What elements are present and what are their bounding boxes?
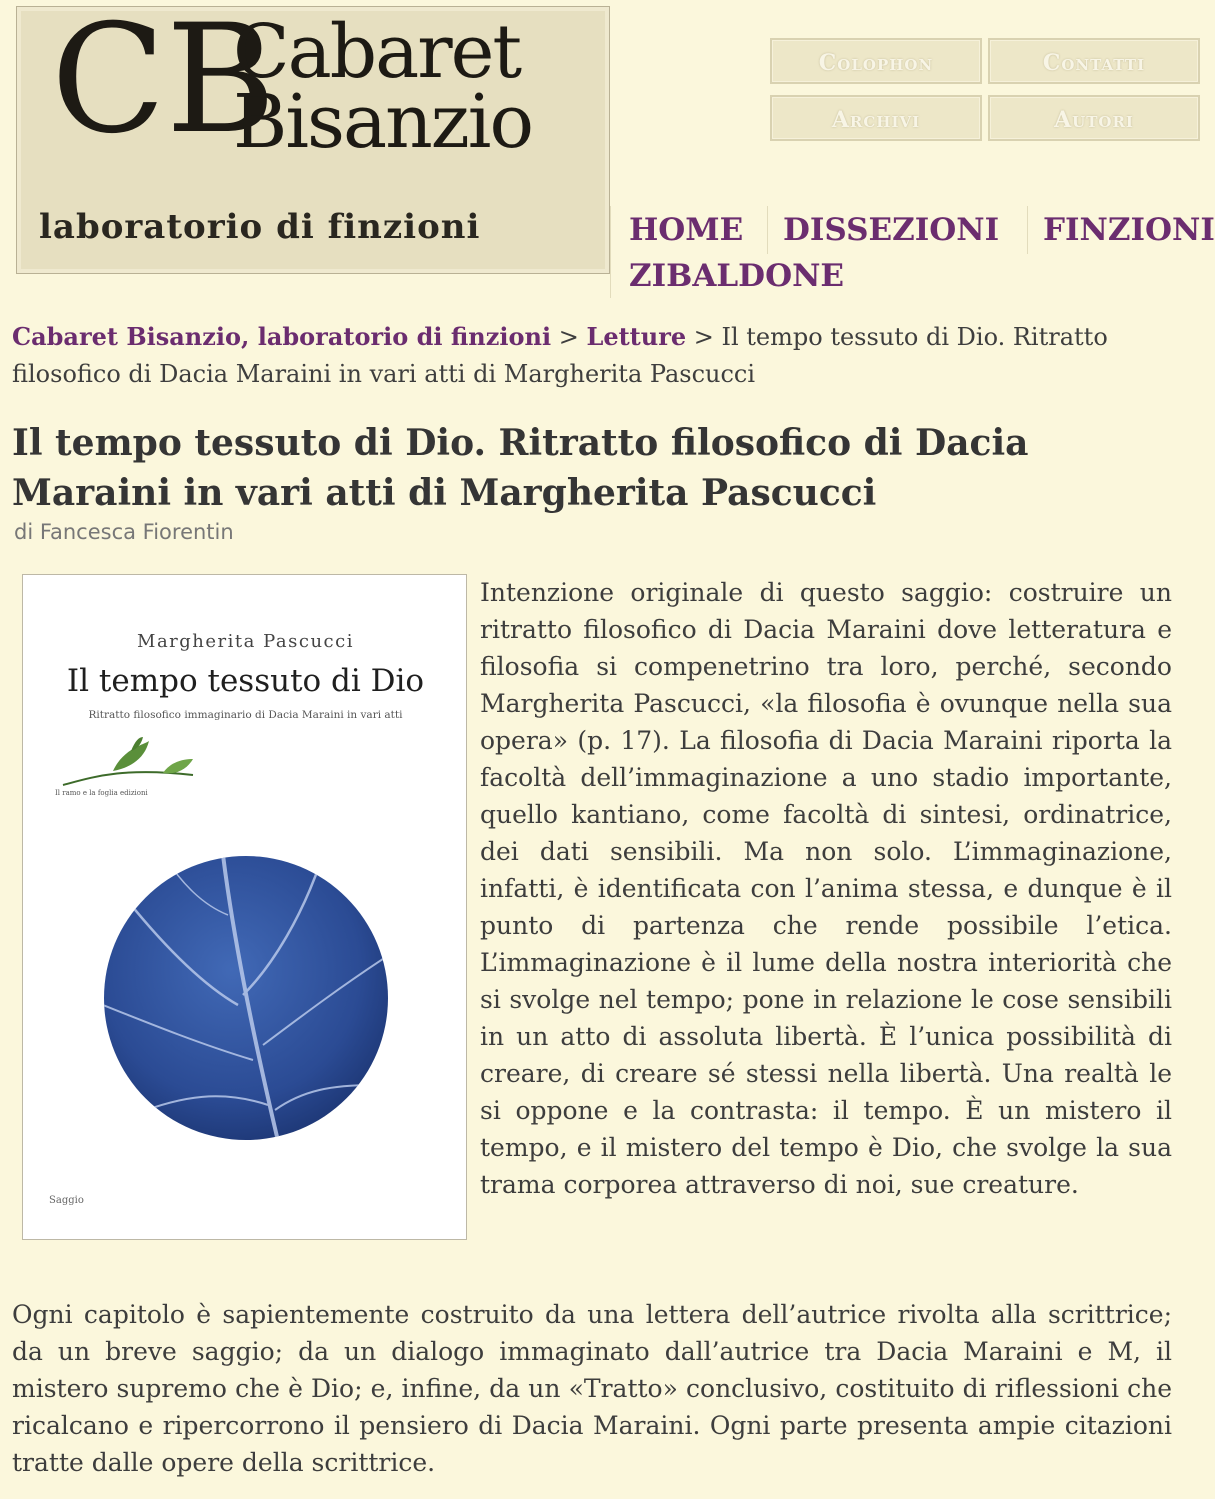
article-byline: di Fancesca Fiorentin [14, 520, 234, 544]
breadcrumb-current: Il tempo tessuto di Dio. Ritratto filosofico di Dacia Maraini in vari atti di Margherita Pascucci [12, 323, 1108, 388]
cover-series: Saggio [49, 1195, 84, 1206]
article-paragraph: Intenzione originale di questo saggio: costruire un ritratto filosofico di Dacia Maraini dove letteratura e filosofia si compenetrino tra loro, perché, secondo Margherita Pascucci, «la filosofia è ovunque nella sua opera» (p. 17). La filosofia di Dacia Maraini riporta la facoltà dell’immaginazione a uno stadio importante, quello kantiano, come facoltà di sintesi, ordinatrice, dei dati sensibili. Ma non solo. L’immaginazione, infatti, è identificata con l’anima stessa, e dunque è il punto di partenza che rende possibile l’etica. L’immaginazione è il lume della nostra interiorità che si svolge nel tempo; pone in relazione le cose sensibili in un atto di assoluta libertà. È l’unica possibilità di creare, di creare sé stessi nella libertà. Una realtà le si oppone e la contrasta: il tempo. È un mistero il tempo, e il mistero del tempo è Dio, che svolge la sua trama corporea attraverso di noi, sue creature. [480, 578, 1172, 1199]
nav-separator [1027, 206, 1028, 254]
site-logo[interactable] [16, 0, 610, 274]
article-title: Il tempo tessuto di Dio. Ritratto filosofico di Dacia Maraini in vari atti di Margherita Pascucci [12, 422, 1029, 514]
logo-tagline: laboratorio di finzioni [39, 207, 481, 247]
contatti-button[interactable]: Contatti [988, 38, 1200, 84]
article-paragraph: Ogni capitolo è sapientemente costruito da una lettera dell’autrice rivolta alla scrittrice; da un breve saggio; da un dialogo immaginato dall’autrice tra Dacia Maraini e M, il mistero supremo che è Dio; e, infine, da un «Tratto» conclusivo, costituito di riflessioni che ricalcano e ripercorrono il pensiero di Dacia Maraini. Ogni parte presenta ampie citazioni tratte dalle opere della scrittrice. [12, 1300, 1172, 1477]
cover-publisher: Il ramo e la foglia edizioni [55, 789, 148, 797]
logo-monogram: CB [51, 0, 276, 167]
nav-zibaldone[interactable]: ZIBALDONE [629, 258, 845, 294]
publisher-leaf-icon [53, 737, 203, 797]
cover-subtitle: Ritratto filosofico immaginario di Dacia Maraini in vari atti [88, 709, 403, 721]
breadcrumb-section-link[interactable]: Letture [586, 322, 687, 351]
breadcrumb-separator: > [551, 323, 587, 351]
nav-dissezioni[interactable]: DISSEZIONI [783, 212, 1000, 248]
cover-author: Margherita Pascucci [137, 631, 354, 652]
main-nav [610, 206, 1215, 298]
nav-separator [767, 206, 768, 254]
nav-home[interactable]: HOME [629, 212, 744, 248]
breadcrumb [12, 318, 1188, 393]
blue-leaf-icon [103, 855, 389, 1141]
breadcrumb-separator: > [686, 323, 722, 351]
archivi-button[interactable]: Archivi [770, 95, 982, 141]
autori-button[interactable]: Autori [988, 95, 1200, 141]
logo-word-cabaret: Cabaret [233, 9, 521, 95]
logo-wordmark [233, 9, 533, 165]
book-cover-image [22, 574, 467, 1240]
breadcrumb-home-link[interactable]: Cabaret Bisanzio, laboratorio di finzioni [12, 322, 552, 351]
logo-word-bisanzio: Bisanzio [233, 79, 533, 165]
cb-monogram-icon [51, 0, 276, 207]
cover-title: Il tempo tessuto di Dio [66, 663, 425, 699]
nav-finzioni[interactable]: FINZIONI [1043, 212, 1215, 248]
colophon-button[interactable]: Colophon [770, 38, 982, 84]
